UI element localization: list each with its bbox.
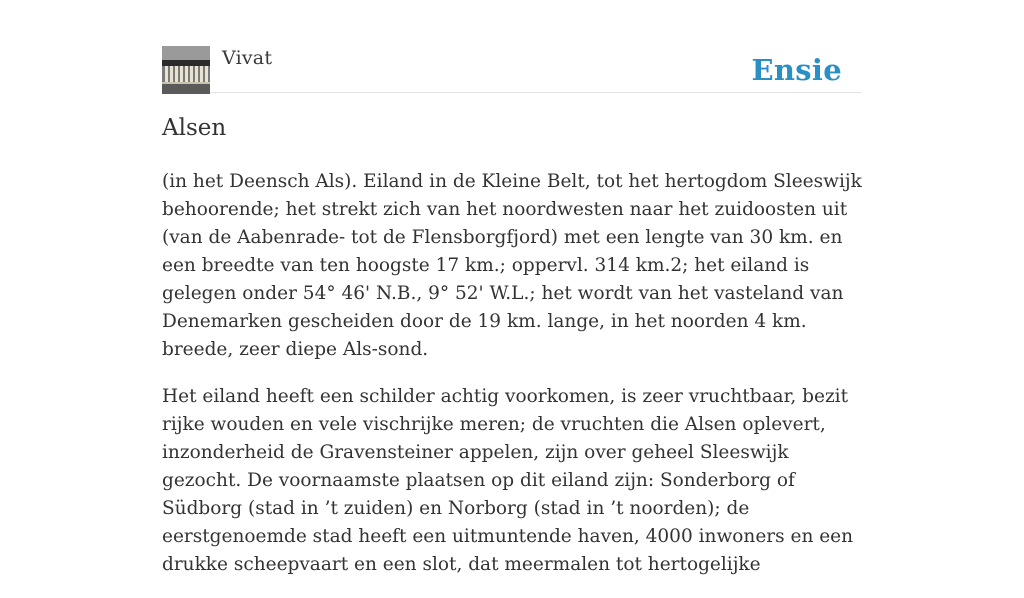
author-name[interactable]: Vivat [222,47,273,69]
brand-logo[interactable]: Ensie [751,53,842,87]
article-body [162,168,867,598]
article-title: Alsen [162,115,227,141]
building-columns-avatar-icon [162,46,210,94]
article-paragraph: Het eiland heeft een schilder achtig voorkomen, is zeer vruchtbaar, bezit rijke wouden en vele vischrijke meren; de vruchten die Alsen oplevert, inzonderheid de Gravensteiner appelen, zijn over geheel Sleeswijk gezocht. De voornaamste plaatsen op dit eiland zijn: Sonderborg of Südborg (stad in ’t zuiden) en Norborg (stad in ’t noorden); de eerstgenoemde stad heeft een uitmuntende haven, 4000 inwoners en een drukke scheepvaart en een slot, dat meermalen tot hertogelijke [162,386,854,575]
article-paragraph: (in het Deensch Als). Eiland in de Kleine Belt, tot het hertogdom Sleeswijk behoorende; het strekt zich van het noordwesten naar het zuidoosten uit (van de Aabenrade- tot de Flensborgfjord) met een lengte van 30 km. en een breedte van ten hoogste 17 km.; oppervl. 314 km.2; het eiland is gelegen onder 54° 46' N.B., 9° 52' W.L.; het wordt van het vasteland van Denemarken gescheiden door de 19 km. lange, in het noorden 4 km. breede, zeer diepe Als-sond. [162,171,862,360]
author-avatar[interactable] [162,46,210,94]
page-header [162,46,862,93]
